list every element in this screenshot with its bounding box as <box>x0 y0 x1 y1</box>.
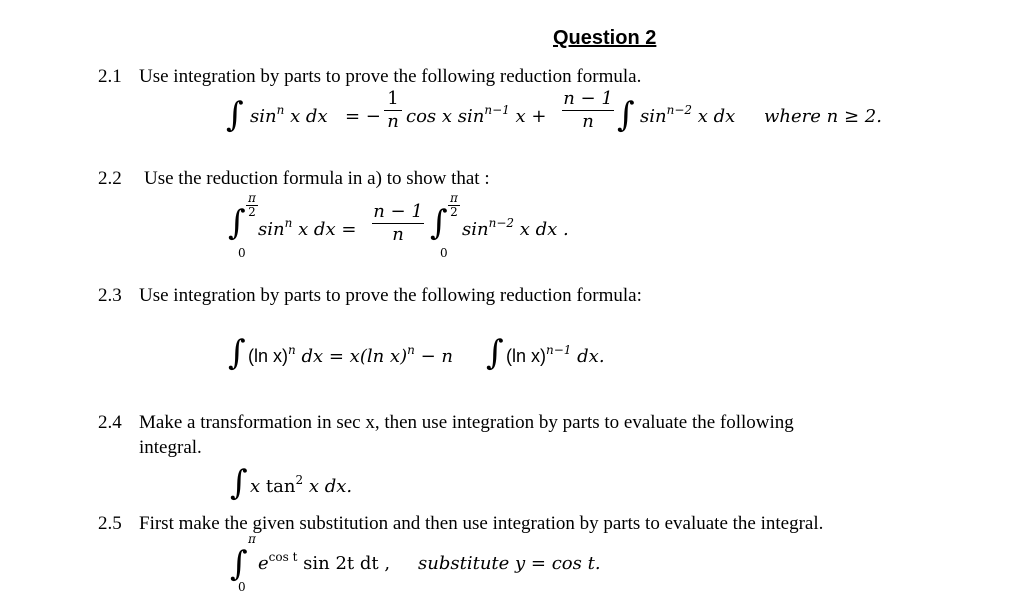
q1-x-plus: x + <box>515 106 547 127</box>
q3-integral-sign-2: ∫ <box>486 333 504 373</box>
q5-integral-sign: ∫ <box>230 544 248 584</box>
q3-number: 2.3 <box>98 285 122 306</box>
q1-power-n: n <box>276 103 285 117</box>
q4-formula <box>250 473 353 497</box>
q2-upper2-2: 2 <box>450 205 458 219</box>
q1-frac2-numerator: n − 1 <box>563 88 613 109</box>
q1-formula-lhs <box>250 103 328 127</box>
q4-x: x <box>250 476 261 497</box>
q4-text-line2: integral. <box>139 437 202 458</box>
q3-lnx-2: (ln x) <box>506 346 546 366</box>
q1-equals-minus: = − <box>345 106 381 127</box>
q3-integral-sign: ∫ <box>228 333 246 373</box>
q4-tan: tan <box>265 476 296 497</box>
q1-frac1-numerator: 1 <box>387 88 399 109</box>
q5-upper-limit: π <box>248 532 256 546</box>
q3-lnx: (ln x) <box>248 346 288 366</box>
q4-power-2: 2 <box>295 473 304 487</box>
q1-text: Use integration by parts to prove the following reduction formula. <box>139 66 642 87</box>
q2-sin: sin <box>258 219 285 240</box>
q1-frac1-denominator: n <box>387 111 399 132</box>
q5-sin2t-dt: sin 2t dt , <box>303 553 391 574</box>
q2-lower-limit-2: 0 <box>440 246 448 260</box>
q3-minus-n: − n <box>420 346 453 367</box>
q2-power-n: n <box>284 216 293 230</box>
q5-text: First make the given substitution and then use integration by parts to evaluate the integral. <box>139 513 824 534</box>
q1-integral-sign-2: ∫ <box>617 95 635 135</box>
q4-text-line1: Make a transformation in sec x, then use integration by parts to evaluate the following <box>139 412 794 433</box>
q1-power-n2: n−2 <box>666 103 693 117</box>
q3-power-n-b: n <box>407 343 415 357</box>
q4-integral-sign: ∫ <box>230 463 248 503</box>
q1-formula-rhs <box>640 103 736 127</box>
q1-sin-2: sin <box>640 106 667 127</box>
q2-lower-limit: 0 <box>238 246 246 260</box>
q1-fraction-n1-over-n <box>562 90 614 131</box>
q3-power-n1: n−1 <box>546 343 572 357</box>
q3-dx-end: dx. <box>577 346 605 367</box>
q2-upper-limit-2 <box>448 193 460 218</box>
q3-formula-rhs <box>506 343 605 367</box>
q2-x-dx-eq: x dx = <box>298 219 357 240</box>
q2-x-dx-2: x dx . <box>519 219 569 240</box>
q2-frac-numerator: n − 1 <box>373 201 423 222</box>
q2-lhs <box>258 216 357 240</box>
q5-power-cos-t: cos t <box>268 550 298 564</box>
q1-cosx-sin: cos x sin <box>406 106 485 127</box>
q2-upper2-pi: π <box>450 191 458 205</box>
q2-power-n2: n−2 <box>488 216 515 230</box>
q1-sin: sin <box>250 106 277 127</box>
q2-number: 2.2 <box>98 168 122 189</box>
q5-substitution: substitute y = cos t. <box>418 553 601 574</box>
q5-lower-limit: 0 <box>238 580 246 594</box>
q1-integral-sign: ∫ <box>226 95 244 135</box>
q2-fraction <box>372 203 424 244</box>
q2-sin-2: sin <box>462 219 489 240</box>
q5-number: 2.5 <box>98 513 122 534</box>
q2-frac-denominator: n <box>392 224 404 245</box>
q2-integral-sign: ∫ <box>228 203 246 243</box>
q1-power-n1: n−1 <box>484 103 510 117</box>
q2-upper-limit <box>246 193 258 218</box>
q2-text: Use the reduction formula in a) to show that : <box>144 168 490 189</box>
q2-rhs <box>462 216 569 240</box>
q2-upper-2: 2 <box>248 205 256 219</box>
q1-frac2-denominator: n <box>582 111 594 132</box>
question-heading: Question 2 <box>553 27 657 49</box>
q3-dx-eq: dx = x(ln x) <box>301 346 408 367</box>
q3-text: Use integration by parts to prove the following reduction formula: <box>139 285 642 306</box>
q1-cos-sin-term <box>406 103 547 127</box>
q4-x-dx: x dx. <box>308 476 353 497</box>
q3-power-n: n <box>288 343 296 357</box>
q1-fraction-1-over-n <box>384 90 402 131</box>
q4-number: 2.4 <box>98 412 122 433</box>
q3-formula <box>248 343 453 367</box>
q5-e: e <box>258 553 269 574</box>
q1-x-dx: x dx <box>290 106 328 127</box>
q1-number: 2.1 <box>98 66 122 87</box>
q1-condition: where n ≥ 2. <box>764 106 882 127</box>
q2-integral-sign-2: ∫ <box>430 203 448 243</box>
q2-upper-pi: π <box>248 191 256 205</box>
q5-formula <box>258 550 391 574</box>
q1-x-dx-2: x dx <box>697 106 736 127</box>
